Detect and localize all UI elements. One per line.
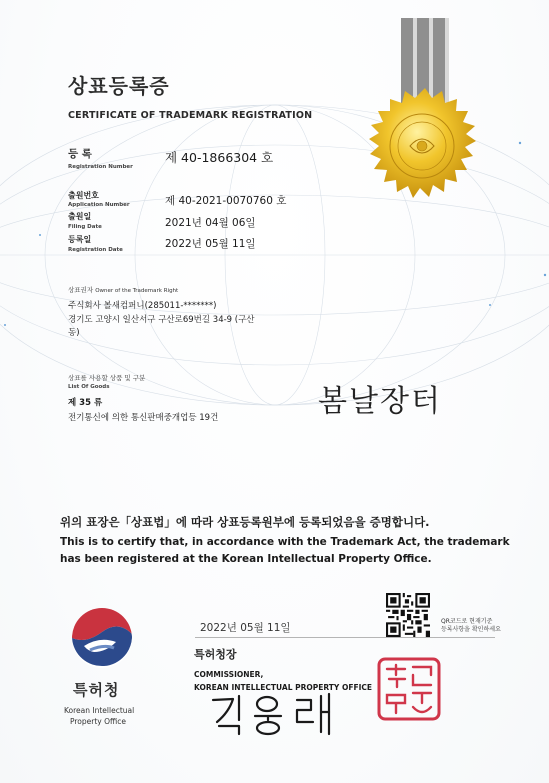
qr-code[interactable] <box>386 593 430 637</box>
kipo-name-ko: 특허청 <box>73 681 120 699</box>
goods-label-en: List Of Goods <box>68 384 110 390</box>
owner-address-line2: 동) <box>68 328 80 338</box>
owner-label <box>68 285 178 294</box>
registration-number: 제 40-1866304 호 <box>165 150 274 165</box>
commissioner-title-en-line2: KOREAN INTELLECTUAL PROPERTY OFFICE <box>194 683 373 692</box>
reg-date-label-en: Registration Date <box>68 247 123 253</box>
goods-label-ko: 상표를 사용할 상품 및 구분 <box>68 374 146 382</box>
certify-statement-en-line1: This is to certify that, in accordance with the Trademark Act, the trademark <box>60 536 510 548</box>
signature-mark <box>205 690 355 738</box>
certify-statement-en-line2: has been registered at the Korean Intellectual Property Office. <box>60 553 432 565</box>
registration-date: 2022년 05월 11일 <box>165 238 256 250</box>
trademark-wordmark: 봄날장터 <box>318 384 442 419</box>
certificate-title-ko: 상표등록증 <box>68 74 170 98</box>
reg-date-label-ko: 등록일 <box>68 235 92 244</box>
qr-note-line2: 등록사항을 확인하세요 <box>441 626 501 633</box>
owner-label-ko: 상표권자 <box>68 286 94 294</box>
filing-label-en: Filing Date <box>68 224 102 230</box>
goods-class: 제 35 류 <box>68 398 103 408</box>
application-label-en: Application Number <box>68 202 130 208</box>
certificate-title-en: CERTIFICATE OF TRADEMARK REGISTRATION <box>68 110 313 121</box>
registration-label-en: Registration Number <box>68 164 133 170</box>
goods-description: 전기통신에 의한 통신판매중개업등 19건 <box>68 413 219 423</box>
kipo-name-en-line1: Korean Intellectual <box>64 706 135 715</box>
certify-statement-ko: 위의 표장은「상표법」에 따라 상표등록원부에 등록되었음을 증명합니다. <box>60 515 430 529</box>
commissioner-title-ko: 특허청장 <box>194 648 237 661</box>
qr-note-line1: QR코드로 현재기준 <box>441 618 493 625</box>
filing-label-ko: 출원일 <box>68 212 92 221</box>
gold-seal-emblem <box>360 88 490 218</box>
issue-date: 2022년 05월 11일 <box>200 622 291 634</box>
commissioner-title-en-line1: COMMISSIONER, <box>194 670 264 679</box>
registration-label-ko: 등 록 <box>68 148 92 160</box>
owner-address-line1: 경기도 고양시 일산서구 구산로69번길 34-9 (구산 <box>68 315 255 325</box>
red-seal-stamp <box>377 657 441 721</box>
divider-line <box>195 637 495 638</box>
owner-label-en: Owner of the Trademark Right <box>95 288 179 294</box>
application-number: 제 40-2021-0070760 호 <box>165 195 287 207</box>
kipo-logo-icon <box>70 606 134 670</box>
qr-note <box>441 618 501 634</box>
kipo-name-en-line2: Property Office <box>70 717 127 726</box>
owner-name: 주식회사 볼새컴퍼니(285011-*******) <box>68 301 217 311</box>
application-label-ko: 출원번호 <box>68 191 99 200</box>
filing-date: 2021년 04월 06일 <box>165 217 256 229</box>
